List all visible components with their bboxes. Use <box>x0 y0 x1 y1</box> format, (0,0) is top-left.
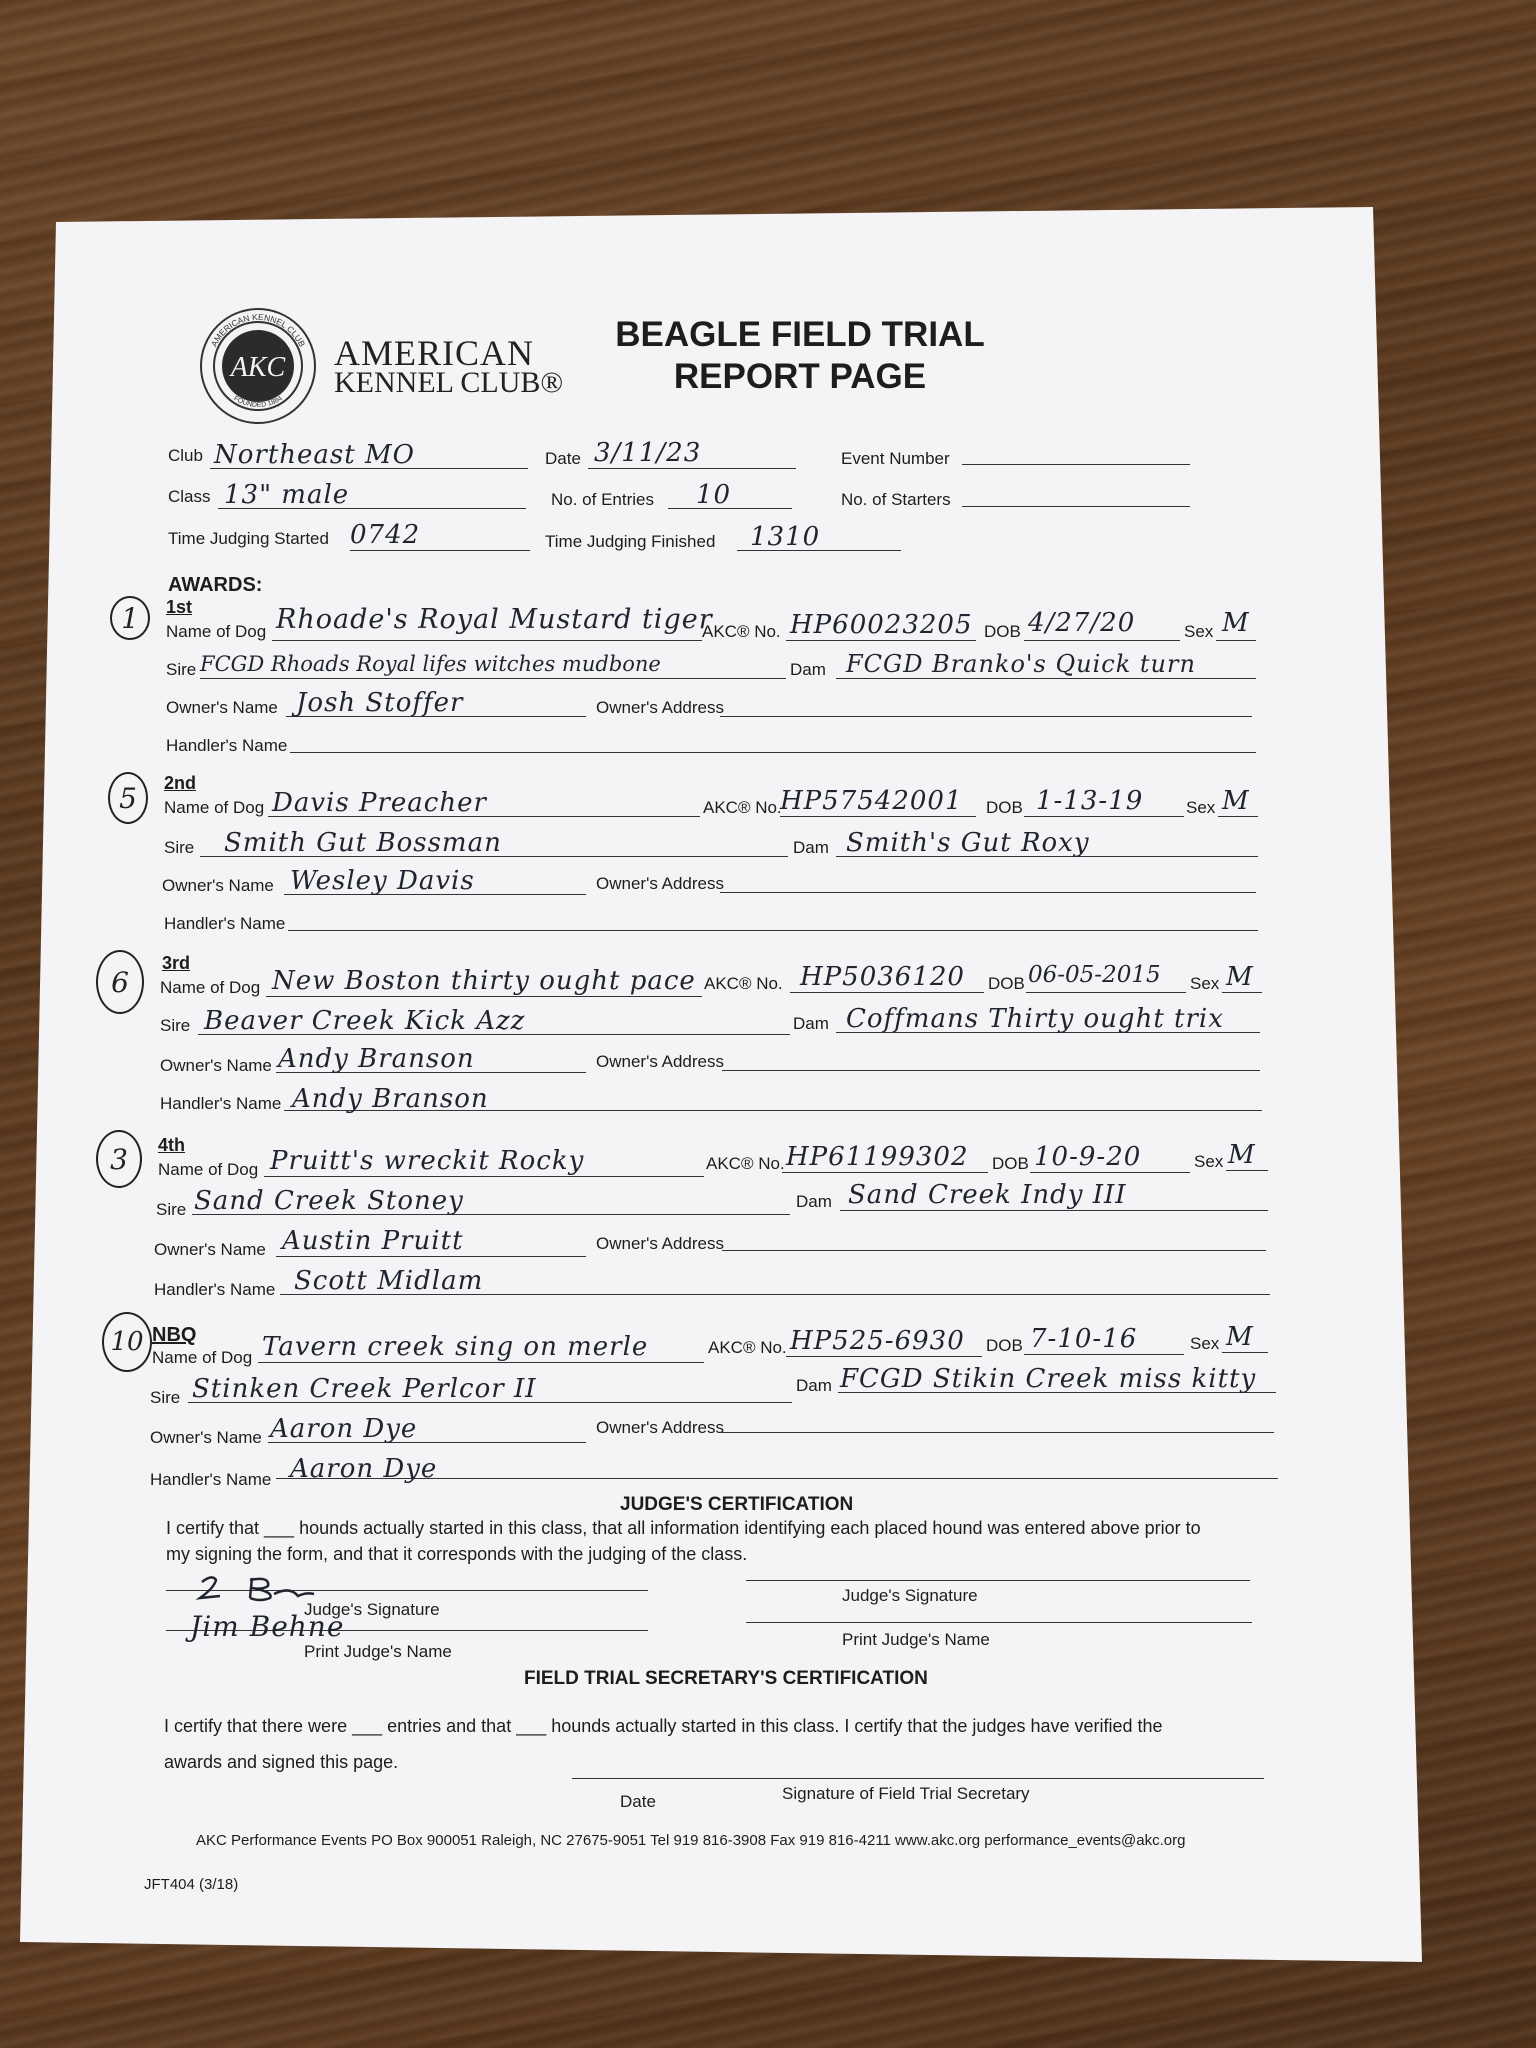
award-5-dob-label: DOB <box>986 1336 1023 1355</box>
award-5-handler: Aaron Dye <box>290 1454 438 1484</box>
judge-2-print-field[interactable] <box>746 1622 1252 1623</box>
award-1-dob: 4/27/20 <box>1028 608 1136 638</box>
judge-2-signature-label: Judge's Signature <box>842 1586 978 1605</box>
award-1-owner: Josh Stoffer <box>296 688 464 718</box>
title-line-1: BEAGLE FIELD TRIAL <box>615 315 985 354</box>
secretary-signature-label: Signature of Field Trial Secretary <box>782 1784 1030 1803</box>
award-1-dog: Rhoade's Royal Mustard tiger <box>276 604 713 635</box>
award-2-place: 2nd <box>164 773 197 793</box>
award-2-dob: 1-13-19 <box>1036 786 1144 816</box>
award-4-dog-label: Name of Dog <box>158 1160 259 1179</box>
logo-text: AKC <box>230 352 286 383</box>
award-4-dog: Pruitt's wreckit Rocky <box>270 1146 585 1176</box>
judges-certification-heading: JUDGE'S CERTIFICATION <box>620 1494 854 1515</box>
award-3-owner-label: Owner's Name <box>160 1056 272 1075</box>
award-4-dam-label: Dam <box>796 1192 832 1211</box>
judge-1-print-label: Print Judge's Name <box>304 1642 452 1661</box>
award-5-dob: 7-10-16 <box>1030 1324 1138 1354</box>
award-3-sex: M <box>1226 962 1254 992</box>
award-5-dam-label: Dam <box>796 1376 832 1395</box>
judge-1-printed-name: Jim Behne <box>190 1610 345 1643</box>
award-2-dam: Smith's Gut Roxy <box>846 828 1090 858</box>
title-line-2: REPORT PAGE <box>673 357 927 396</box>
judge-2-print-label: Print Judge's Name <box>842 1630 990 1649</box>
award-3-handler: Andy Branson <box>292 1084 489 1114</box>
award-5-akc-label: AKC® No. <box>708 1338 787 1357</box>
award-1-sex-label: Sex <box>1184 622 1214 641</box>
award-1-address-field[interactable] <box>720 716 1252 717</box>
event-number-label: Event Number <box>841 449 950 468</box>
award-3-dog-label: Name of Dog <box>160 978 261 997</box>
award-4-owner-label: Owner's Name <box>154 1240 266 1259</box>
award-2-handler-field[interactable] <box>288 930 1258 931</box>
award-5-dog-label: Name of Dog <box>152 1348 253 1367</box>
time-finished-value: 1310 <box>750 522 821 552</box>
starters-field[interactable] <box>962 506 1190 507</box>
award-2-akc-label: AKC® No. <box>703 798 782 817</box>
entries-value: 10 <box>696 480 732 510</box>
award-4-sex-label: Sex <box>1194 1152 1224 1171</box>
award-2-handler-label: Handler's Name <box>164 914 286 933</box>
secretary-certification-line-1: I certify that there were ___ entries and that ___ hounds actually started in this class. I certify that the judges have verified the <box>164 1716 1163 1736</box>
award-5-sex-label: Sex <box>1190 1334 1220 1353</box>
logo-ring-bottom: FOUNDED 1884 <box>232 395 284 409</box>
class-label: Class <box>168 487 211 506</box>
award-4-dob: 10-9-20 <box>1034 1142 1142 1172</box>
award-2-address-label: Owner's Address <box>596 874 724 893</box>
award-4-akc: HP61199302 <box>786 1142 969 1172</box>
award-4-address-field[interactable] <box>722 1250 1266 1251</box>
award-3-handler-label: Handler's Name <box>160 1094 282 1113</box>
award-2-owner-label: Owner's Name <box>162 876 274 895</box>
form-id: JFT404 (3/18) <box>144 1876 239 1893</box>
award-4-handler: Scott Midlam <box>294 1266 484 1296</box>
award-3-mark: 6 <box>96 950 144 1014</box>
entries-label: No. of Entries <box>551 490 654 509</box>
award-2-dob-label: DOB <box>986 798 1023 817</box>
award-2-sex: M <box>1222 786 1250 816</box>
award-2-sex-label: Sex <box>1186 798 1216 817</box>
judge-2-signature-field[interactable] <box>746 1580 1250 1581</box>
secretary-date-label: Date <box>620 1792 656 1811</box>
award-3-sire: Beaver Creek Kick Azz <box>204 1006 526 1036</box>
time-started-value: 0742 <box>350 520 421 550</box>
award-2-owner: Wesley Davis <box>290 866 475 896</box>
award-2-dog-label: Name of Dog <box>164 798 265 817</box>
award-1-sire: FCGD Rhoads Royal lifes witches mudbone <box>200 652 661 676</box>
award-1-dam-label: Dam <box>790 660 826 679</box>
award-1-handler-field[interactable] <box>290 752 1256 753</box>
award-5-sex: M <box>1226 1322 1254 1352</box>
award-5-place: NBQ <box>152 1324 197 1346</box>
logo-ring-top: AMERICAN KENNEL CLUB <box>208 311 308 349</box>
award-3-sex-label: Sex <box>1190 974 1220 993</box>
award-4-sire-label: Sire <box>156 1200 187 1219</box>
award-1-sex: M <box>1222 608 1250 638</box>
date-label: Date <box>545 449 581 468</box>
time-finished-label: Time Judging Finished <box>545 532 716 551</box>
award-1-mark: 1 <box>110 596 150 640</box>
award-2-sire: Smith Gut Bossman <box>224 828 502 858</box>
award-3-dob-label: DOB <box>988 974 1025 993</box>
award-3-address-field[interactable] <box>722 1070 1260 1071</box>
footer-contact: AKC Performance Events PO Box 900051 Raleigh, NC 27675-9051 Tel 919 816-3908 Fax 919 816-4211 www.akc.org performance_events@akc.org <box>196 1832 1186 1849</box>
award-1-akc-label: AKC® No. <box>702 622 781 641</box>
award-5-akc: HP525-6930 <box>790 1326 965 1356</box>
award-5-dam: FCGD Stikin Creek miss kitty <box>840 1364 1257 1394</box>
award-3-place: 3rd <box>162 953 191 973</box>
award-2-dam-label: Dam <box>793 838 829 857</box>
award-1-dam: FCGD Branko's Quick turn <box>846 650 1196 678</box>
award-1-address-label: Owner's Address <box>596 698 724 717</box>
award-5-owner: Aaron Dye <box>270 1414 418 1444</box>
award-4-sire: Sand Creek Stoney <box>194 1186 464 1216</box>
award-1-handler-label: Handler's Name <box>166 736 288 755</box>
award-3-owner: Andy Branson <box>278 1044 475 1074</box>
club-label: Club <box>168 446 203 465</box>
secretary-certification-heading: FIELD TRIAL SECRETARY'S CERTIFICATION <box>524 1668 928 1689</box>
award-3-dam: Coffmans Thirty ought trix <box>846 1004 1224 1034</box>
award-2-mark: 5 <box>108 772 148 824</box>
award-4-handler-label: Handler's Name <box>154 1280 276 1299</box>
award-1-owner-label: Owner's Name <box>166 698 278 717</box>
event-number-field[interactable] <box>962 464 1190 465</box>
award-5-owner-label: Owner's Name <box>150 1428 262 1447</box>
date-value: 3/11/23 <box>594 438 702 468</box>
award-3-dam-label: Dam <box>793 1014 829 1033</box>
akc-logo <box>198 306 318 426</box>
judges-certification-line-2: my signing the form, and that it corresponds with the judging of the class. <box>166 1544 748 1564</box>
award-5-mark: 10 <box>102 1312 152 1372</box>
award-5-address-field[interactable] <box>722 1432 1274 1433</box>
award-4-owner: Austin Pruitt <box>282 1226 464 1256</box>
brand-line-1: AMERICAN <box>334 333 535 373</box>
award-3-akc: HP5036120 <box>800 962 965 992</box>
class-value: 13" male <box>224 480 350 510</box>
secretary-certification-line-2: awards and signed this page. <box>164 1752 399 1772</box>
time-started-label: Time Judging Started <box>168 529 329 548</box>
award-4-mark: 3 <box>96 1130 142 1188</box>
award-4-dob-label: DOB <box>992 1154 1029 1173</box>
judge-1-signature-label: Judge's Signature <box>304 1600 440 1619</box>
award-3-dob: 06-05-2015 <box>1028 962 1161 988</box>
award-1-sire-label: Sire <box>166 660 197 679</box>
judges-certification-line-1: I certify that ___ hounds actually started in this class, that all information identifying each placed hound was entered above prior to <box>166 1518 1201 1538</box>
award-3-address-label: Owner's Address <box>596 1052 724 1071</box>
award-3-sire-label: Sire <box>160 1016 191 1035</box>
award-2-sire-label: Sire <box>164 838 195 857</box>
award-3-dog: New Boston thirty ought pace <box>272 966 696 996</box>
award-1-dob-label: DOB <box>984 622 1021 641</box>
award-2-address-field[interactable] <box>720 892 1256 893</box>
award-5-sire-label: Sire <box>150 1388 181 1407</box>
award-5-dog: Tavern creek sing on merle <box>262 1332 649 1362</box>
award-5-address-label: Owner's Address <box>596 1418 724 1437</box>
award-4-akc-label: AKC® No. <box>706 1154 785 1173</box>
brand-line-2: KENNEL CLUB® <box>334 366 564 399</box>
award-2-dog: Davis Preacher <box>272 788 487 818</box>
award-4-place: 4th <box>158 1135 185 1155</box>
secretary-signature-field[interactable] <box>572 1778 1264 1779</box>
starters-label: No. of Starters <box>841 490 951 509</box>
award-5-sire: Stinken Creek Perlcor II <box>192 1374 537 1404</box>
award-4-sex: M <box>1228 1140 1256 1170</box>
award-1-place: 1st <box>166 597 193 617</box>
award-1-akc: HP60023205 <box>790 610 973 640</box>
form-title <box>600 314 1000 398</box>
awards-heading: AWARDS: <box>168 574 263 596</box>
award-4-dam: Sand Creek Indy III <box>848 1180 1127 1210</box>
award-2-akc: HP57542001 <box>780 786 963 816</box>
award-5-handler-label: Handler's Name <box>150 1470 272 1489</box>
award-1-dog-label: Name of Dog <box>166 622 267 641</box>
award-3-akc-label: AKC® No. <box>704 974 783 993</box>
club-value: Northeast MO <box>214 440 415 470</box>
award-4-address-label: Owner's Address <box>596 1234 724 1253</box>
